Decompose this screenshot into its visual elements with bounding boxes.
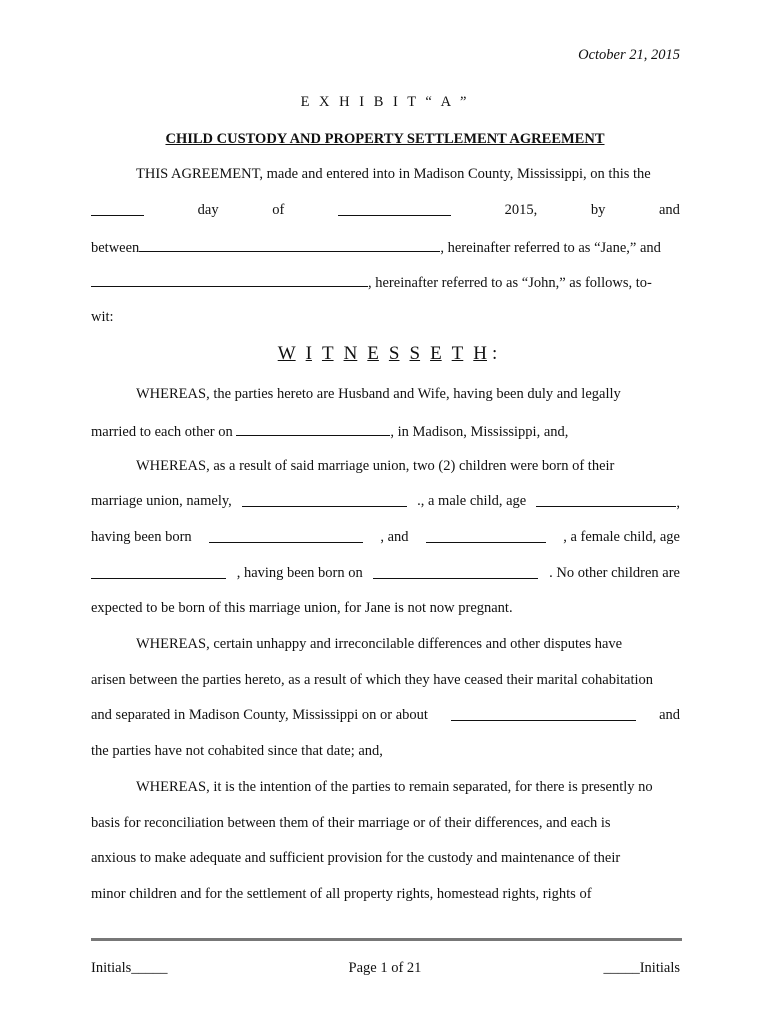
jane-name-blank[interactable] — [139, 238, 440, 252]
female-child-name-blank[interactable] — [426, 529, 546, 543]
clause-1-line-1: WHEREAS, the parties hereto are Husband and Wife, having been duly and legally — [136, 386, 621, 402]
clause-3-line-4: the parties have not cohabited since that date; and, — [91, 743, 383, 759]
clause-2-line-5: expected to be born of this marriage union, for Jane is not now pregnant. — [91, 600, 513, 616]
intro-line-4: , hereinafter referred to as “John,” as follows, to- — [91, 273, 680, 292]
footer-initials-left: Initials_____ — [91, 960, 168, 976]
intro-line-3: between , hereinafter referred to as “Jane,” and — [91, 240, 661, 256]
clause-3-line-3: and separated in Madison County, Mississippi on or about and — [91, 707, 680, 723]
footer-divider — [91, 938, 682, 941]
separation-date-blank[interactable] — [451, 707, 636, 721]
agreement-title: CHILD CUSTODY AND PROPERTY SETTLEMENT AGREEMENT — [165, 131, 605, 147]
intro-line-1: THIS AGREEMENT, made and entered into in Madison County, Mississippi, on this the — [136, 166, 651, 182]
exhibit-heading: E X H I B I T “ A ” — [300, 94, 470, 110]
clause-2-line-1: WHEREAS, as a result of said marriage union, two (2) children were born of their — [136, 458, 615, 474]
document-date: October 21, 2015 — [578, 47, 680, 63]
intro-line-2: day of 2015, by and — [91, 202, 680, 219]
clause-4-line-4: minor children and for the settlement of all property rights, homestead rights, rights of — [91, 886, 592, 902]
marriage-date-blank[interactable] — [236, 422, 390, 436]
clause-4-line-2: basis for reconciliation between them of their marriage or of their differences, and each is — [91, 815, 611, 831]
clause-2-line-2: marriage union, namely, ., a male child, age , — [91, 493, 680, 511]
john-name-blank[interactable] — [91, 273, 368, 287]
female-child-age-blank[interactable] — [91, 565, 226, 579]
footer-initials-right: _____Initials — [603, 960, 680, 976]
clause-2-line-3: having been born , and , a female child, age — [91, 529, 680, 545]
female-child-birth-blank[interactable] — [373, 565, 538, 579]
clause-4-line-1: WHEREAS, it is the intention of the parties to remain separated, for there is presently no — [136, 779, 653, 795]
clause-4-line-3: anxious to make adequate and sufficient provision for the custody and maintenance of their — [91, 850, 621, 866]
page-number: Page 1 of 21 — [348, 960, 422, 976]
male-child-age-blank[interactable] — [536, 493, 676, 507]
clause-3-line-1: WHEREAS, certain unhappy and irreconcilable differences and other disputes have — [136, 636, 623, 652]
clause-2-line-4: , having been born on . No other children are — [91, 565, 680, 582]
male-child-birth-blank[interactable] — [209, 529, 363, 543]
clause-3-line-2: arisen between the parties hereto, as a result of which they have ceased their marital cohabitation — [91, 672, 654, 688]
male-child-name-blank[interactable] — [242, 493, 407, 507]
intro-line-5: wit: — [91, 309, 114, 325]
clause-1-line-2: married to each other on , in Madison, Mississippi, and, — [91, 424, 569, 440]
month-blank[interactable] — [338, 202, 451, 216]
witnesseth-heading: W I T N E S S E T H : — [277, 343, 498, 364]
day-blank[interactable] — [91, 202, 144, 216]
